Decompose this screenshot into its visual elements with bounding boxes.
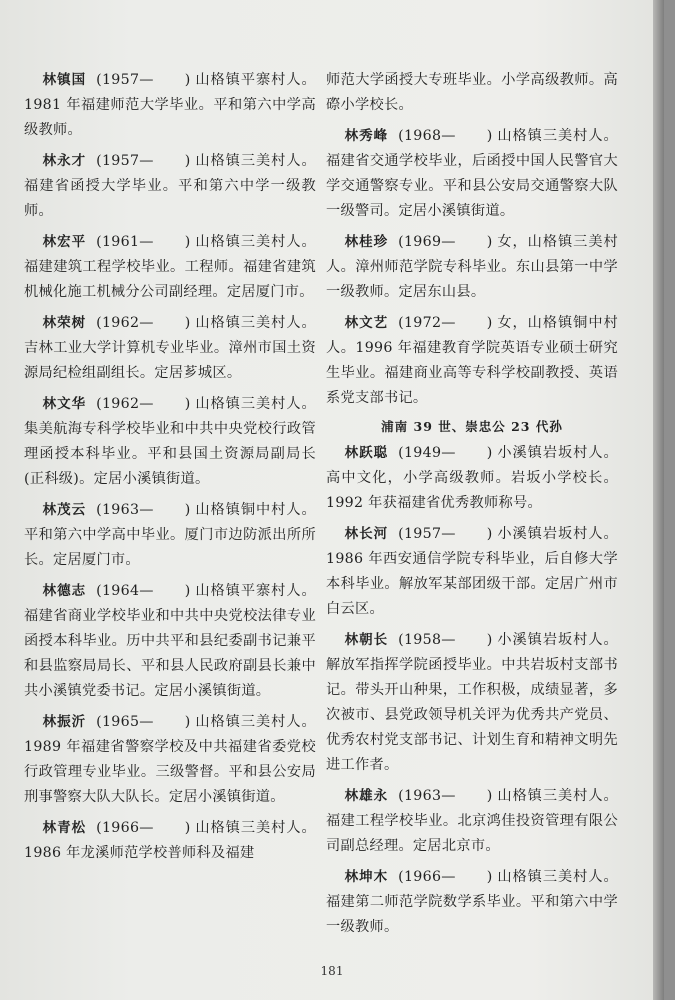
page-edge-shadow — [653, 0, 664, 1000]
life-dates: (1957— ) — [96, 153, 191, 169]
left-column — [24, 68, 316, 872]
biography-text: 小溪镇岩坂村人。1986 年西安通信学院专科毕业，后自修大学本科毕业。解放军某部团级干部。定居广州市白云区。 — [326, 526, 618, 617]
person-name: 林秀峰 — [344, 128, 389, 144]
biography-entry — [326, 784, 618, 859]
page-number: 181 — [320, 964, 344, 978]
life-dates: (1957— ) — [96, 72, 191, 88]
biography-text: 山格镇平寨村人。1981 年福建师范大学毕业。平和第六中学高级教师。 — [24, 72, 316, 138]
person-name: 林镇国 — [42, 72, 87, 88]
person-name: 林文艺 — [344, 315, 389, 331]
biography-entry — [24, 230, 316, 305]
biography-entry — [326, 865, 618, 940]
life-dates: (1966— ) — [398, 869, 493, 885]
person-name: 林文华 — [42, 396, 87, 412]
person-name: 林长河 — [344, 526, 389, 542]
right-column — [326, 68, 618, 946]
biography-text: 山格镇三美村人。1989 年福建省警察学校及中共福建省委党校行政管理专业毕业。三级警督。平和县公安局刑事警察大队大队长。定居小溪镇街道。 — [24, 714, 316, 805]
person-name: 林坤木 — [344, 869, 389, 885]
person-name: 林宏平 — [42, 234, 87, 250]
biography-entry — [24, 816, 316, 866]
life-dates: (1949— ) — [398, 445, 493, 461]
person-name: 林振沂 — [42, 714, 87, 730]
life-dates: (1963— ) — [398, 788, 493, 804]
life-dates: (1962— ) — [96, 315, 191, 331]
biography-text: 山格镇三美村人。集美航海专科学校毕业和中共中央党校行政管理函授本科毕业。平和县国土资源局副局长(正科级)。定居小溪镇街道。 — [24, 396, 316, 487]
biography-entry — [24, 579, 316, 704]
life-dates: (1965— ) — [96, 714, 191, 730]
life-dates: (1961— ) — [96, 234, 191, 250]
section-heading: 浦南 39 世、崇忠公 23 代孙 — [381, 419, 563, 434]
biography-entry — [24, 710, 316, 810]
biography-text: 女，山格镇三美村人。漳州师范学院专科毕业。东山县第一中学一级教师。定居东山县。 — [326, 234, 618, 300]
biography-text: 山格镇三美村人。1986 年龙溪师范学校普师科及福建 — [24, 820, 316, 861]
biography-text: 小溪镇岩坂村人。解放军指挥学院函授毕业。中共岩坂村支部书记。带头开山种果，工作积极，成绩显著，多次被市、县党政领导机关评为优秀共产党员、优秀农村党支部书记、计划生育和精神文明先进工作者。 — [326, 632, 618, 773]
biography-entry — [326, 522, 618, 622]
biography-text: 师范大学函授大专班毕业。小学高级教师。高磜小学校长。 — [326, 72, 618, 113]
biography-text: 女，山格镇铜中村人。1996 年福建教育学院英语专业硕士研究生毕业。福建商业高等专科学校副教授、英语系党支部书记。 — [326, 315, 618, 406]
person-name: 林永才 — [42, 153, 87, 169]
biography-entry — [24, 149, 316, 224]
person-name: 林青松 — [42, 820, 87, 836]
person-name: 林茂云 — [42, 502, 87, 518]
biography-entry — [326, 441, 618, 516]
biography-text: 山格镇三美村人。福建建筑工程学校毕业。工程师。福建省建筑机械化施工机械分公司副经理。定居厦门市。 — [24, 234, 316, 300]
life-dates: (1962— ) — [96, 396, 191, 412]
life-dates: (1972— ) — [398, 315, 493, 331]
biography-entry — [24, 392, 316, 492]
life-dates: (1966— ) — [96, 820, 191, 836]
biography-text: 山格镇平寨村人。福建省商业学校毕业和中共中央党校法律专业函授本科毕业。历中共平和县纪委副书记兼平和县监察局局长、平和县人民政府副县长兼中共小溪镇党委书记。定居小溪镇街道。 — [24, 583, 316, 699]
biography-entry — [326, 311, 618, 411]
biography-entry — [24, 498, 316, 573]
person-name: 林朝长 — [344, 632, 389, 648]
person-name: 林德志 — [42, 583, 87, 599]
life-dates: (1969— ) — [398, 234, 493, 250]
person-name: 林桂珍 — [344, 234, 389, 250]
life-dates: (1958— ) — [398, 632, 493, 648]
life-dates: (1964— ) — [96, 583, 191, 599]
life-dates: (1957— ) — [398, 526, 493, 542]
biography-text: 山格镇三美村人。福建第二师范学院数学系毕业。平和第六中学一级教师。 — [326, 869, 618, 935]
biography-text: 山格镇三美村人。吉林工业大学计算机专业毕业。漳州市国土资源局纪检组副组长。定居芗城区。 — [24, 315, 316, 381]
biography-entry — [24, 311, 316, 386]
biography-text: 小溪镇岩坂村人。高中文化，小学高级教师。岩坂小学校长。1992 年获福建省优秀教师称号。 — [326, 445, 618, 511]
biography-entry-continued — [326, 68, 618, 118]
life-dates: (1968— ) — [398, 128, 493, 144]
biography-text: 山格镇铜中村人。平和第六中学高中毕业。厦门市边防派出所所长。定居厦门市。 — [24, 502, 316, 568]
biography-entry — [24, 68, 316, 143]
person-name: 林雄永 — [344, 788, 389, 804]
biography-text: 山格镇三美村人。福建省函授大学毕业。平和第六中学一级教师。 — [24, 153, 316, 219]
biography-entry — [326, 124, 618, 224]
biography-entry — [326, 230, 618, 305]
person-name: 林跃聪 — [344, 445, 389, 461]
person-name: 林荣树 — [42, 315, 87, 331]
biography-text: 山格镇三美村人。福建工程学校毕业。北京鸿佳投资管理有限公司副总经理。定居北京市。 — [326, 788, 618, 854]
biography-entry — [326, 628, 618, 778]
life-dates: (1963— ) — [96, 502, 191, 518]
biography-text: 山格镇三美村人。福建省交通学校毕业，后函授中国人民警官大学交通警察专业。平和县公安局交通警察大队一级警司。定居小溪镇街道。 — [326, 128, 618, 219]
